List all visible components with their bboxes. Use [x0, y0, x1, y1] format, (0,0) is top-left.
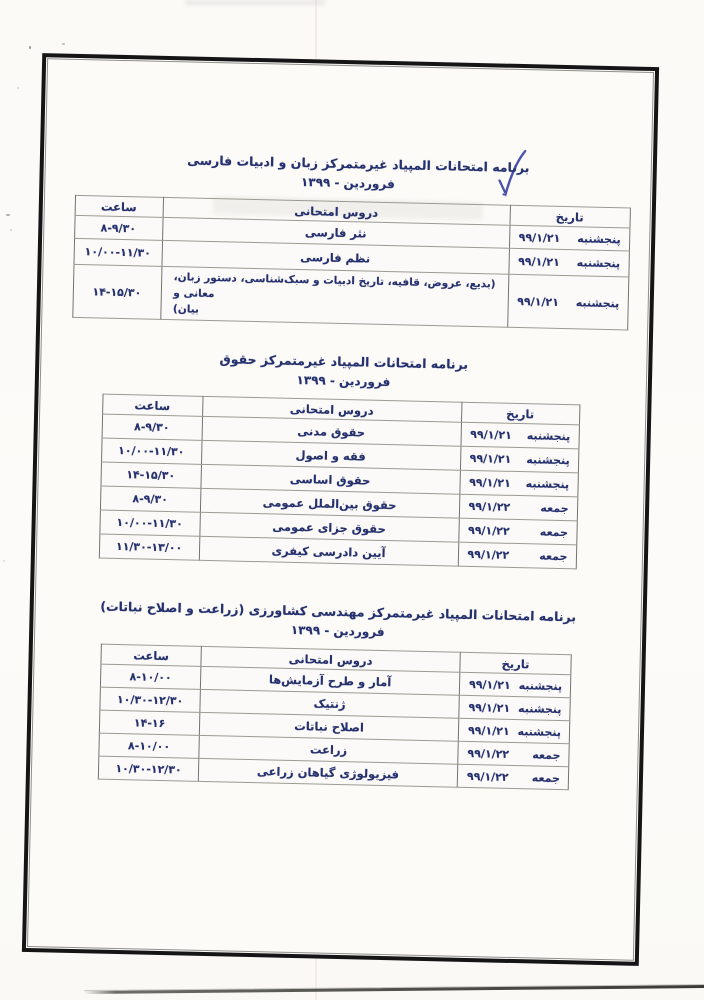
section-title: برنامه امتحانات المپیاد غیرمتمرکز زبان و ادبیات فارسی	[187, 152, 530, 176]
scan-speck	[3, 560, 5, 562]
column-header-subject: دروس امتحانی	[202, 396, 461, 422]
exam-date: ۹۹/۱/۲۲	[467, 547, 510, 562]
exam-date-cell	[509, 225, 629, 251]
exam-table-agriculture	[98, 644, 572, 791]
scan-smear	[185, 0, 325, 5]
exam-subject: آمار و طرح آزمایش‌ها	[200, 666, 459, 695]
exam-subject: حقوق مدنی	[202, 416, 461, 446]
column-header-subject: دروس امتحانی	[201, 646, 460, 672]
scan-speck	[6, 214, 10, 216]
exam-day: جمعه	[539, 549, 568, 564]
exam-time: ۱۰/۳۰-۱۲/۳۰	[100, 687, 200, 712]
exam-date-cell	[458, 518, 577, 545]
exam-time: ۱۱/۳۰-۱۳/۰۰	[99, 534, 200, 560]
exam-day: پنجشنبه	[575, 295, 620, 310]
exam-subject: فقه و اصول	[201, 440, 460, 470]
exam-date-cell	[459, 695, 570, 721]
exam-table-law	[98, 394, 580, 570]
exam-subject: فیزیولوژی گیاهان زراعی	[198, 758, 457, 787]
table-row	[72, 264, 628, 330]
exam-subject: نثر فارسی	[162, 217, 509, 248]
exam-time: ۱۰/۳۰-۱۲/۳۰	[98, 756, 198, 781]
exam-day: پنجشنبه	[576, 256, 621, 271]
exam-date-cell	[460, 446, 579, 473]
exam-date: ۹۹/۱/۲۱	[469, 475, 511, 490]
exam-day: جمعه	[540, 501, 569, 516]
scan-speck	[17, 87, 19, 89]
column-header-time: ساعت	[102, 394, 202, 416]
exam-time: ۸-۹/۳۰	[100, 486, 201, 512]
section-subtitle: فروردین - ۱۳۹۹	[296, 372, 391, 390]
section-title: برنامه امتحانات المپیاد غیرمتمرکز حقوق	[219, 351, 469, 372]
exam-date-cell	[458, 542, 577, 569]
section-subtitle: فروردین - ۱۳۹۹	[290, 622, 385, 640]
exam-subject: ژنتیک	[200, 689, 459, 718]
document-frame	[22, 53, 659, 966]
exam-time: ۸-۱۰/۰۰	[99, 733, 199, 758]
exam-subject: اصلاح نباتات	[199, 712, 458, 741]
exam-date: ۹۹/۱/۲۱	[470, 427, 512, 442]
exam-date-cell	[460, 422, 579, 449]
exam-time: ۸-۱۰/۰۰	[100, 664, 200, 689]
column-header-date: تاریخ	[461, 402, 579, 425]
exam-date: ۹۹/۱/۲۱	[518, 254, 560, 269]
exam-day: پنجشنبه	[517, 701, 562, 716]
exam-subject: زراعت	[199, 735, 458, 764]
exam-date-cell	[459, 470, 578, 497]
exam-date-cell	[507, 274, 628, 330]
exam-date-cell	[508, 248, 629, 277]
exam-subject: آیین دادرسی کیفری	[199, 536, 458, 566]
exam-date-cell	[459, 672, 570, 698]
section-law	[35, 347, 649, 571]
exam-date: ۹۹/۱/۲۱	[469, 451, 512, 466]
exam-date: ۹۹/۱/۲۲	[468, 499, 511, 514]
exam-day: پنجشنبه	[526, 453, 570, 468]
column-header-date: تاریخ	[460, 652, 571, 675]
column-header-date: تاریخ	[509, 205, 629, 228]
exam-date: ۹۹/۱/۲۱	[468, 677, 511, 692]
exam-time: ۱۰/۰۰-۱۱/۳۰	[101, 438, 202, 464]
exam-day: پنجشنبه	[517, 724, 562, 739]
exam-day: پنجشنبه	[526, 429, 571, 444]
exam-day: پنجشنبه	[577, 231, 621, 246]
exam-time: ۸-۹/۳۰	[102, 414, 203, 440]
exam-time: ۱۴-۱۶	[99, 710, 199, 735]
exam-date: ۹۹/۱/۲۲	[467, 523, 510, 538]
exam-date-cell	[458, 741, 569, 767]
exam-day: جمعه	[532, 747, 561, 762]
scan-speck	[62, 43, 65, 45]
exam-time: ۸-۹/۳۰	[74, 215, 162, 240]
scan-speck	[10, 229, 12, 231]
exam-date-cell	[459, 494, 578, 521]
exam-time: ۱۴-۱۵/۳۰	[72, 264, 161, 319]
column-header-time: ساعت	[75, 195, 163, 217]
exam-time: ۱۰/۰۰-۱۱/۳۰	[99, 510, 200, 536]
exam-date: ۹۹/۱/۲۱	[468, 700, 511, 715]
exam-subject: حقوق اساسی	[200, 464, 459, 494]
exam-day: جمعه	[539, 525, 569, 540]
scan-speck	[29, 46, 31, 49]
exam-day: جمعه	[531, 770, 561, 785]
exam-subject: حقوق جزای عمومی	[199, 512, 458, 542]
section-subtitle: فروردین - ۱۳۹۹	[300, 175, 395, 192]
exam-date: ۹۹/۱/۲۲	[467, 746, 510, 761]
exam-date: ۹۹/۱/۲۱	[467, 723, 510, 738]
section-title: برنامه امتحانات المپیاد غیرمتمرکز مهندسی کشاورزی (زراعت و اصلاح نباتات)	[100, 598, 577, 625]
exam-time: ۱۴-۱۵/۳۰	[100, 462, 201, 488]
exam-day: پنجشنبه	[525, 477, 570, 492]
exam-date: ۹۹/۱/۲۱	[518, 230, 561, 245]
exam-time: ۱۰/۰۰-۱۱/۳۰	[73, 238, 162, 266]
exam-date: ۹۹/۱/۲۱	[517, 294, 560, 309]
exam-day: پنجشنبه	[518, 678, 563, 693]
section-agriculture	[30, 597, 643, 792]
exam-subject: حقوق بین‌الملل عمومی	[200, 488, 459, 518]
exam-subject: نظم فارسی	[161, 240, 509, 274]
exam-date: ۹۹/۱/۲۲	[466, 769, 509, 784]
exam-table-persian-literature	[72, 195, 631, 331]
scanner-edge-line	[84, 985, 704, 994]
exam-date-cell	[458, 718, 569, 744]
section-persian-literature	[40, 149, 653, 331]
exam-date-cell	[457, 764, 568, 790]
column-header-time: ساعت	[101, 644, 201, 666]
exam-subject: (بدیع، عروض، قافیه، تاریخ ادبیات و سبک‌شناسی، دستور زبان، معانی و بیان)	[160, 266, 508, 327]
column-header-subject: دروس امتحانی	[163, 197, 510, 225]
